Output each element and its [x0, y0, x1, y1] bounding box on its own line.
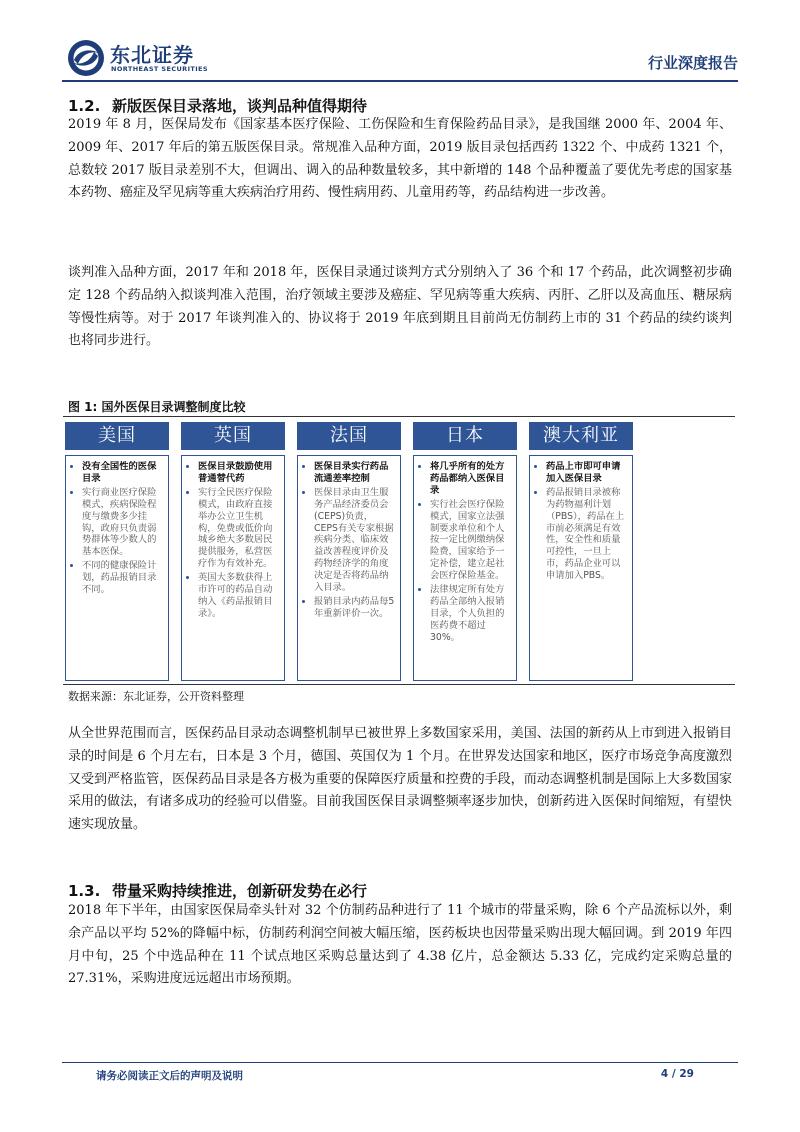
header-divider	[62, 80, 738, 82]
list-item: • 报销目录内药品每5年重新评价一次。	[314, 596, 395, 620]
country-header: 澳大利亚	[529, 422, 633, 450]
brand-name-cn: 东北证券	[110, 43, 194, 67]
country-column-uk	[181, 422, 285, 681]
country-column-france	[297, 422, 401, 681]
list-item: • 实行商业医疗保险模式，疾病保险程度与缴费多少挂钩，政府只负责弱势群体等少数人的基本医保。	[82, 487, 163, 558]
page-number: 4 / 29	[660, 1068, 694, 1080]
country-header: 美国	[65, 422, 169, 450]
section-title: 带量采购持续推进，创新研发势在必行	[112, 882, 368, 900]
paragraph-4: 2018 年下半年，由国家医保局牵头针对 32 个仿制药品种进行了 11 个城市的带量采购，除 6 个产品流标以外，剩余产品以平均 52%的降幅中标，仿制药利润空间被大幅压缩，医药板块也因带量采购出现大幅回调。到 2019 年四月中旬，25 个中选品种在 11 个试点地区采购总量达到了 4.38 亿片，总金额达 5.33 亿，完成约定采购总量的 27.31%，采购进度远远超出市场预期。	[68, 903, 732, 987]
list-item: • 不同的健康保险计划，药品报销目录不同。	[82, 560, 163, 596]
section-heading-1-2	[68, 95, 367, 116]
comparison-diagram	[63, 417, 735, 685]
paragraph-1: 2019 年 8 月，医保局发布《国家基本医疗保险、工伤保险和生育保险药品目录》，是我国继 2000 年、2004 年、2009 年、2017 年后的第五版医保目录。常规准入品种方面，2019 版目录包括西药 1322 个、中成药 1321 个，总数较 2017 版目录差别不大，但调出、调入的品种数量较多，其中新增的 148 个品种覆盖了要优先考虑的国家基本药物、癌症及罕见病等重大疾病治疗用药、慢性病用药、儿童用药等，药品结构进一步改善。	[68, 117, 732, 201]
list-item: • 医保目录由卫生服务产品经济委员会(CEPS)负责，CEPS有关专家根据疾病分类、临床效益改善程度评价及药物经济学的角度决定是否将药品纳入目录。	[314, 487, 395, 594]
figure-bottom-rule	[63, 684, 735, 685]
country-header: 法国	[297, 422, 401, 450]
country-column-usa	[65, 422, 169, 681]
list-item: • 没有全国性的医保目录	[82, 461, 163, 485]
country-details	[413, 455, 517, 681]
country-column-japan	[413, 422, 517, 681]
list-item: • 医保目录鼓励使用普通替代药	[198, 461, 279, 485]
list-item: • 医保目录实行药品流通差率控制	[314, 461, 395, 485]
paragraph-2: 谈判准入品种方面，2017 年和 2018 年，医保目录通过谈判方式分别纳入了 36 个和 17 个药品，此次调整初步确定 128 个药品纳入拟谈判准入范围，治疗领域主要涉及癌症、罕见病等重大疾病、丙肝、乙肝以及高血压、糖尿病等慢性病等。对于 2017 年谈判准入的、协议将于 2019 年底到期且目前尚无仿制药上市的 31 个药品的续约谈判也将同步进行。	[68, 265, 732, 349]
section-heading-1-3	[68, 880, 367, 901]
section-number: 1.3.	[68, 882, 101, 900]
brand-name-en: NORTHEAST SECURITIES	[111, 65, 208, 73]
country-details	[65, 455, 169, 681]
section-number: 1.2.	[68, 97, 101, 115]
figure-title: 图 1: 国外医保目录调整制度比较	[68, 400, 246, 414]
figure-source: 数据来源：东北证券，公开资料整理	[68, 690, 244, 703]
list-item: • 药品报销目录被称为药物福利计划（PBS），药品在上市前必须满足有效性，安全性和质量可控性，一旦上市，药品企业可以申请加入PBS。	[546, 487, 627, 582]
section-title: 新版医保目录落地，谈判品种值得期待	[112, 97, 368, 115]
list-item: • 药品上市即可申请加入医保目录	[546, 461, 627, 485]
list-item: • 实行社会医疗保险模式，国家立法强制要求单位和个人按一定比例缴纳保险费，国家给予一定补偿，建立起社会医疗保险基金。	[430, 499, 511, 582]
country-column-australia	[529, 422, 633, 681]
northeast-securities-logo-icon	[66, 38, 106, 78]
list-item: • 实行全民医疗保险模式，由政府直接举办公立卫生机构，免费或低价向城乡绝大多数居民提供服务，私营医疗作为有效补充。	[198, 487, 279, 570]
country-header: 英国	[181, 422, 285, 450]
footer-divider	[62, 1062, 738, 1063]
list-item: • 法律规定所有处方药品全部纳入报销目录，个人负担的医药费不超过30%。	[430, 584, 511, 644]
country-details	[181, 455, 285, 681]
country-header: 日本	[413, 422, 517, 450]
footer-disclaimer: 请务必阅读正文后的声明及说明	[96, 1070, 243, 1082]
list-item: • 将几乎所有的处方药品都纳入医保目录	[430, 461, 511, 497]
list-item: • 英国大多数获得上市许可的药品自动纳入《药品报销目录》。	[198, 572, 279, 620]
report-type-label: 行业深度报告	[647, 54, 738, 72]
country-details	[529, 455, 633, 681]
country-details	[297, 455, 401, 681]
paragraph-3: 从全世界范围而言，医保药品目录动态调整机制早已被世界上多数国家采用，美国、法国的新药从上市到进入报销目录的时间是 6 个月左右，日本是 3 个月，德国、英国仅为 1 个月。在世界发达国家和地区，医疗市场竞争高度激烈又受到严格监管，医保药品目录是各方极为重要的保障医疗质量和控费的手段，而动态调整机制是国际上大多数国家采用的做法，有诸多成功的经验可以借鉴。目前我国医保目录调整频率逐步加快，创新药进入医保时间缩短，有望快速实现放量。	[68, 726, 732, 833]
page-header	[62, 38, 738, 80]
